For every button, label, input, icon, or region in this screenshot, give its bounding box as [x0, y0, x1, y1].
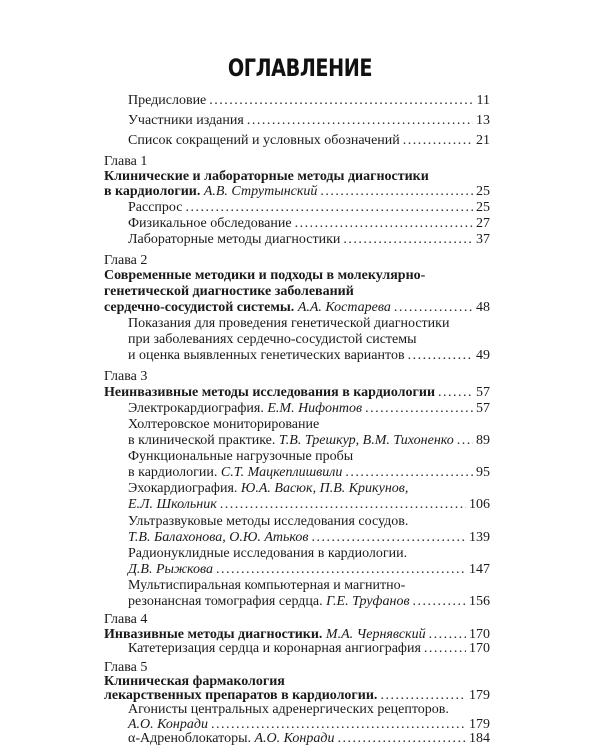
- toc-entry-preface[interactable]: [128, 93, 490, 109]
- entry-text: Участники издания: [128, 113, 244, 128]
- page-number: 156: [469, 594, 490, 609]
- entry-text: Предисловие: [128, 93, 207, 108]
- page-number: 25: [476, 200, 490, 215]
- leader-dots: [365, 401, 473, 417]
- leader-dots: [343, 232, 473, 248]
- toc-entry-chapter-2[interactable]: [104, 300, 490, 316]
- entry-text: в клинической практике.: [128, 433, 276, 448]
- page-number: 179: [469, 688, 490, 704]
- chapter-2-title-line1[interactable]: Современные методики и подходы в молекулярно-: [104, 268, 426, 283]
- entry-text: Лабораторные методы диагностики: [128, 232, 341, 247]
- chapter-5-title-line1[interactable]: Клиническая фармакология: [104, 673, 285, 689]
- chapter-1-title-line1[interactable]: Клинические и лабораторные методы диагностики: [104, 169, 429, 184]
- page-number: 13: [476, 113, 490, 128]
- entry-author: Т.В. Трешкур, В.М. Тихоненко: [278, 433, 454, 448]
- toc-entry-catheterization[interactable]: [128, 641, 490, 657]
- toc-entry-chapter-1[interactable]: [104, 184, 490, 200]
- leader-dots: [216, 562, 466, 578]
- leader-dots: [220, 497, 466, 513]
- toc-entry-radionuclide[interactable]: [128, 562, 490, 578]
- leader-dots: [311, 530, 466, 546]
- radionuclide-line1[interactable]: Радионуклидные исследования в кардиологии.: [128, 546, 408, 561]
- leader-dots: [424, 641, 466, 657]
- entry-author: А.О. Конради: [254, 731, 335, 746]
- entry-text: Физикальное обследование: [128, 216, 292, 231]
- page-number: 89: [476, 433, 490, 448]
- chapter-1-label: Глава 1: [104, 154, 148, 169]
- chapter-3-title: Неинвазивные методы исследования в кардиологии: [104, 385, 436, 400]
- genetic-indications-line1[interactable]: Показания для проведения генетической диагностики: [128, 316, 450, 331]
- leader-dots: [408, 348, 473, 364]
- entry-author: М.А. Чернявский: [325, 626, 426, 642]
- entry-text: Электрокардиография.: [128, 401, 264, 416]
- toc-entry-alpha-blockers[interactable]: [128, 731, 490, 747]
- entry-author: Е.М. Нифонтов: [267, 401, 363, 416]
- page-number: 170: [469, 640, 490, 656]
- entry-text: Катетеризация сердца и коронарная ангиография: [128, 640, 421, 656]
- chapter-3-label: Глава 3: [104, 369, 148, 384]
- page-number: 11: [476, 93, 490, 108]
- chapter-4-label: Глава 4: [104, 612, 148, 628]
- holter-line1[interactable]: Холтеровское мониторирование: [128, 417, 320, 432]
- page-number: 25: [476, 184, 490, 199]
- leader-dots: [345, 465, 473, 481]
- entry-author: Д.В. Рыжкова: [128, 562, 214, 577]
- leader-dots: [394, 300, 473, 316]
- toc-entry-history[interactable]: [128, 200, 490, 216]
- toc-entry-contributors[interactable]: [128, 113, 490, 129]
- page-number: 106: [469, 497, 490, 512]
- leader-dots: [337, 731, 466, 747]
- entry-text: в кардиологии.: [128, 465, 218, 480]
- entry-author: А.О. Конради: [128, 716, 208, 732]
- page-number: 57: [476, 385, 490, 400]
- toc-entry-echo[interactable]: [128, 497, 490, 513]
- entry-text: резонансная томография сердца.: [128, 594, 323, 609]
- chapter-4-title: Инвазивные методы диагностики.: [104, 626, 323, 642]
- page-title: ОГЛАВЛЕНИЕ: [227, 54, 373, 82]
- chapter-2-title-line2[interactable]: генетической диагностике заболеваний: [104, 284, 354, 299]
- entry-text: α-Адреноблокаторы.: [128, 731, 251, 746]
- toc-entry-physical-exam[interactable]: [128, 216, 490, 232]
- toc-entry-stress-tests[interactable]: [128, 465, 490, 481]
- chapter-5-label: Глава 5: [104, 659, 148, 675]
- entry-author: Т.В. Балахонова, О.Ю. Атьков: [128, 530, 309, 545]
- ct-mri-line1[interactable]: Мультиспиральная компьютерная и магнитно-: [128, 578, 406, 593]
- toc-entry-genetic-indications[interactable]: [128, 348, 490, 364]
- leader-dots: [295, 216, 473, 232]
- toc-entry-lab-methods[interactable]: [128, 232, 490, 248]
- entry-text: и оценка выявленных генетических вариантов: [128, 348, 405, 363]
- vascular-us-line1[interactable]: Ультразвуковые методы исследования сосудов.: [128, 514, 409, 529]
- leader-dots: [320, 184, 473, 200]
- echo-line1[interactable]: Эхокардиография. Ю.А. Васюк, П.В. Крикунов,: [128, 481, 409, 496]
- entry-author: Г.Е. Труфанов: [326, 594, 410, 609]
- toc-entry-vascular-us[interactable]: [128, 530, 490, 546]
- chapter-2-label: Глава 2: [104, 253, 148, 268]
- page-number: 139: [469, 530, 490, 545]
- genetic-indications-line2[interactable]: при заболеваниях сердечно-сосудистой системы: [128, 332, 417, 347]
- page-number: 48: [476, 300, 490, 315]
- leader-dots: [209, 93, 473, 109]
- chapter-1-title-line2: в кардиологии.: [104, 184, 201, 199]
- leader-dots: [413, 594, 466, 610]
- entry-author: А.В. Струтынский: [203, 184, 318, 199]
- page-number: 37: [476, 232, 490, 247]
- entry-text: Расспрос: [128, 200, 183, 215]
- entry-text: Список сокращений и условных обозначений: [128, 133, 400, 148]
- entry-author: Е.Л. Школьник: [128, 497, 217, 512]
- toc-entry-abbreviations[interactable]: [128, 133, 490, 149]
- central-agonists-line1[interactable]: Агонисты центральных адренергических рецепторов.: [128, 702, 449, 718]
- page-number: 95: [476, 465, 490, 480]
- toc-entry-holter[interactable]: [128, 433, 490, 449]
- entry-author: Ю.А. Васюк, П.В. Крикунов,: [240, 481, 409, 496]
- page-number: 184: [469, 731, 490, 746]
- page-number: 27: [476, 216, 490, 231]
- page-number: 49: [476, 348, 490, 363]
- page-number: 21: [476, 133, 490, 148]
- entry-author: А.А. Костарева: [297, 300, 391, 315]
- leader-dots: [438, 385, 473, 401]
- leader-dots: [403, 133, 473, 149]
- chapter-2-title-line3: сердечно-сосудистой системы.: [104, 300, 295, 315]
- entry-author: С.Т. Мацкеплишвили: [220, 465, 343, 480]
- page-number: 57: [476, 401, 490, 416]
- stress-tests-line1[interactable]: Функциональные нагрузочные пробы: [128, 449, 354, 464]
- page-number: 179: [469, 716, 490, 732]
- leader-dots: [247, 113, 473, 129]
- page-number: 147: [469, 562, 490, 577]
- toc-entry-chapter-3[interactable]: [104, 385, 490, 401]
- leader-dots: [457, 433, 473, 449]
- toc-entry-ecg[interactable]: [128, 401, 490, 417]
- page-number: 170: [469, 626, 490, 642]
- toc-entry-ct-mri[interactable]: [128, 594, 490, 610]
- chapter-5-title-line2: лекарственных препаратов в кардиологии.: [104, 688, 378, 704]
- leader-dots: [185, 200, 473, 216]
